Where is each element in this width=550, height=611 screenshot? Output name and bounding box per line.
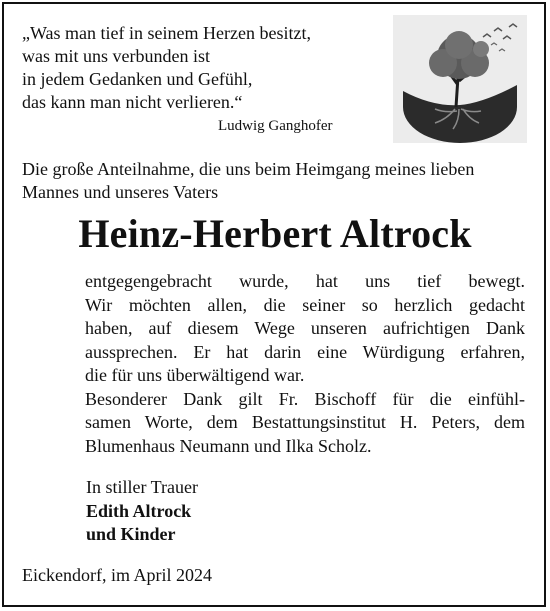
quote-line: was mit uns verbunden ist	[22, 46, 210, 66]
quote-line: „Was man tief in seinem Herzen besitzt,	[22, 23, 311, 43]
body-text	[85, 270, 525, 458]
body-line: aussprechen. Er hat darin eine Würdigung erfahren,	[85, 341, 525, 362]
intro-text	[22, 158, 532, 204]
body-line: samen Worte, dem Bestattungsinstitut H. Peters, dem	[85, 412, 525, 432]
body-line: Blumenhaus Neumann und Ilka Scholz.	[85, 435, 372, 456]
body-line: haben, auf diesem Wege unseren aufrichtigen Dank	[85, 318, 525, 338]
quote-line: in jedem Gedanken und Gefühl,	[22, 69, 253, 89]
signoff-block	[86, 476, 198, 547]
intro-line: Die große Anteilnahme, die uns beim Heimgang meines lieben	[22, 159, 475, 179]
quote-line: das kann man nicht verlieren.“	[22, 92, 243, 112]
quote-block	[22, 22, 362, 114]
place-date: Eickendorf, im April 2024	[22, 565, 212, 585]
tree-with-birds-icon	[393, 15, 527, 143]
quote-author: Ludwig Ganghofer	[218, 118, 333, 134]
body-line: entgegengebracht wurde, hat uns tief bewegt.	[85, 271, 525, 291]
body-line: Wir möchten allen, die seiner so herzlich gedacht	[85, 294, 525, 315]
body-line: die für uns überwältigend war.	[85, 365, 305, 385]
signoff-family: und Kinder	[86, 524, 176, 544]
deceased-name: Heinz-Herbert Altrock	[78, 211, 472, 256]
signoff-intro: In stiller Trauer	[86, 477, 198, 497]
body-line: Besonderer Dank gilt Fr. Bischoff für die einfühl-	[85, 388, 525, 409]
intro-line: Mannes und unseres Vaters	[22, 182, 219, 202]
signoff-name: Edith Altrock	[86, 500, 192, 521]
